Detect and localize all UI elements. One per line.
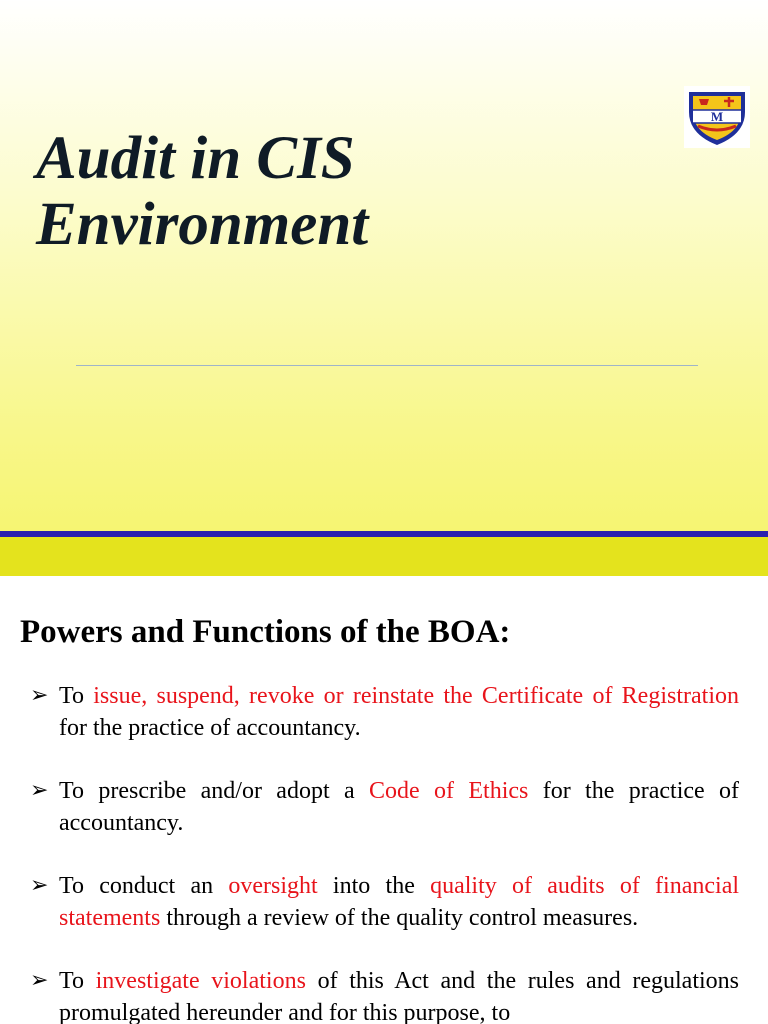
content-slide bbox=[0, 576, 768, 1024]
arrow-bullet-icon: ➢ bbox=[30, 683, 49, 708]
highlighted-text: Code of Ethics bbox=[369, 778, 529, 804]
bullet-list bbox=[30, 680, 739, 1024]
bullet-item bbox=[30, 965, 739, 1024]
yellow-footer-band bbox=[0, 531, 768, 576]
bullet-text: To conduct an bbox=[59, 873, 229, 899]
bullet-text: To bbox=[59, 683, 94, 709]
arrow-bullet-icon: ➢ bbox=[30, 968, 49, 993]
bullet-text: To prescribe and/or adopt a bbox=[59, 778, 369, 804]
bullet-item bbox=[30, 680, 739, 744]
title-divider bbox=[76, 365, 698, 366]
highlighted-text: issue, suspend, revoke or reinstate the Certificate of Registration bbox=[93, 683, 739, 709]
section-heading: Powers and Functions of the BOA: bbox=[20, 614, 511, 650]
slide-title-line-2: Environment bbox=[36, 191, 369, 258]
bullet-item bbox=[30, 870, 739, 934]
bullet-text: To bbox=[59, 968, 96, 994]
highlighted-text: investigate violations bbox=[95, 968, 306, 994]
arrow-bullet-icon: ➢ bbox=[30, 778, 49, 803]
school-shield-logo bbox=[684, 86, 750, 148]
blue-footer-rule bbox=[0, 531, 768, 537]
bullet-text: into the bbox=[317, 873, 431, 899]
slide-title bbox=[36, 126, 536, 258]
bullet-item bbox=[30, 775, 739, 839]
logo-letter: M bbox=[710, 109, 724, 124]
bullet-text: for the practice of accountancy. bbox=[59, 778, 740, 836]
slide-title-line-1: Audit in CIS bbox=[36, 125, 355, 192]
highlighted-text: quality of audits of financial statements bbox=[59, 873, 740, 931]
bullet-text: through a review of the quality control measures. bbox=[160, 905, 639, 931]
arrow-bullet-icon: ➢ bbox=[30, 873, 49, 898]
bullet-text: of this Act and the rules and regulations promulgated hereunder and for this purpose, to bbox=[59, 968, 739, 1024]
bullet-text: for the practice of accountancy. bbox=[59, 715, 361, 741]
highlighted-text: oversight bbox=[228, 873, 318, 899]
